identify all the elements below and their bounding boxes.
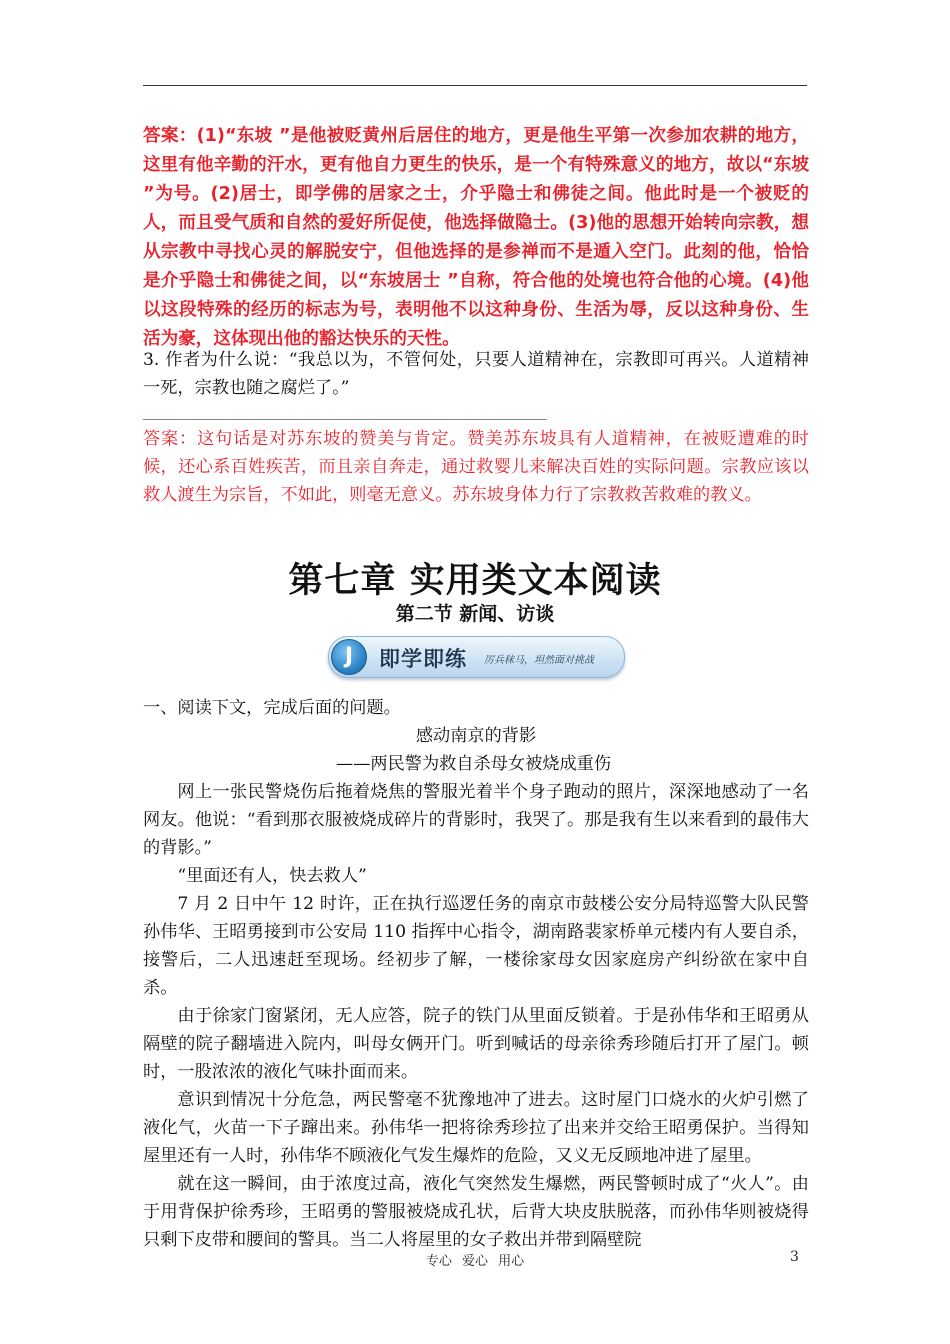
practice-banner [328,636,625,678]
banner-slogan: 厉兵秣马，坦然面对挑战 [484,655,594,666]
section-title: 第二节 新闻、访谈 [395,603,555,625]
footer-motto: 专心 爱心 用心 [425,1254,525,1269]
paragraph: 7 月 2 日中午 12 时许，正在执行巡逻任务的南京市鼓楼公安分局特巡警大队民警孙伟华、王昭勇接到市公安局 110 指挥中心指令，湖南路裴家桥单元楼内有人要自杀，接警后，二人迅速赶至现场。经初步了解，一楼徐家母女因家庭房产纠纷欲在家中自杀。 [143,894,809,998]
answer-line [143,419,547,420]
banner-label: 即学即练 [379,647,467,671]
page-number: 3 [790,1249,799,1265]
paragraph-heading: “里面还有人，快去救人” [177,866,367,886]
question-3: 3. 作者为什么说：“我总以为，不管何处，只要人道精神在，宗教即可再兴。人道精神一死，宗教也随之腐烂了。” [143,350,809,398]
paragraph: 由于徐家门窗紧闭，无人应答，院子的铁门从里面反锁着。于是孙伟华和王昭勇从隔壁的院子翻墙进入院内，叫母女俩开门。听到喊话的母亲徐秀珍随后打开了屋门。顿时，一股浓浓的液化气味扑面而来。 [143,1006,809,1082]
answer-1: 答案：(1)“东坡 ”是他被贬黄州后居住的地方，更是他生平第一次参加农耕的地方，这里有他辛勤的汗水，更有他自力更生的快乐，是一个有特殊意义的地方，故以“东坡 ”为号。(2)居士，即学佛的居家之士，介乎隐士和佛徒之间。他此时是一个被贬的人，而且受气质和自然的爱好所促使，他选择做隐士。(3)他的思想开始转向宗教，想从宗教中寻找心灵的解脱安宁，但他选择的是参禅而不是遁入空门。此刻的他，恰恰是介乎隐士和佛徒之间，以“东坡居士 ”自称，符合他的处境也符合他的心境。(4)他以这段特殊的经历的标志为号，表明他不以这种身份、生活为辱，反以这种身份、生活为豪，这体现出他的豁达快乐的天性。 [143,126,809,349]
chapter-title: 第七章 实用类文本阅读 [288,560,662,601]
paragraph: 就在这一瞬间，由于浓度过高，液化气突然发生爆燃，两民警顿时成了“火人”。由于用背保护徐秀珍，王昭勇的警服被烧成孔状，后背大块皮肤脱落，而孙伟华则被烧得只剩下皮带和腰间的警具。当二人将屋里的女子救出并带到隔壁院 [143,1174,809,1250]
header-rule [143,85,807,86]
banner-j-icon: J [331,639,367,675]
paragraph: 意识到情况十分危急，两民警毫不犹豫地冲了进去。这时屋门口烧水的火炉引燃了液化气，火苗一下子蹿出来。孙伟华一把将徐秀珍拉了出来并交给王昭勇保护。当得知屋里还有一人时，孙伟华不顾液化气发生爆炸的危险，又义无反顾地冲进了屋里。 [143,1090,809,1166]
reading-passage [143,694,809,1254]
reading-instruction: 一、阅读下文，完成后面的问题。 [143,698,401,718]
article-title: 感动南京的背影 [415,726,537,746]
paragraph: 网上一张民警烧伤后拖着烧焦的警服光着半个身子跑动的照片，深深地感动了一名网友。他说：“看到那衣服被烧成碎片的背影时，我哭了。那是我有生以来看到的最伟大的背影。” [143,782,809,858]
article-subtitle: ——两民警为救自杀母女被烧成重伤 [336,754,612,774]
answer-3: 答案：这句话是对苏东坡的赞美与肯定。赞美苏东坡具有人道精神，在被贬遭难的时候，还心系百姓疾苦，而且亲自奔走，通过救婴儿来解决百姓的实际问题。宗教应该以救人渡生为宗旨，不如此，则毫无意义。苏东坡身体力行了宗教救苦救难的教义。 [143,429,809,505]
